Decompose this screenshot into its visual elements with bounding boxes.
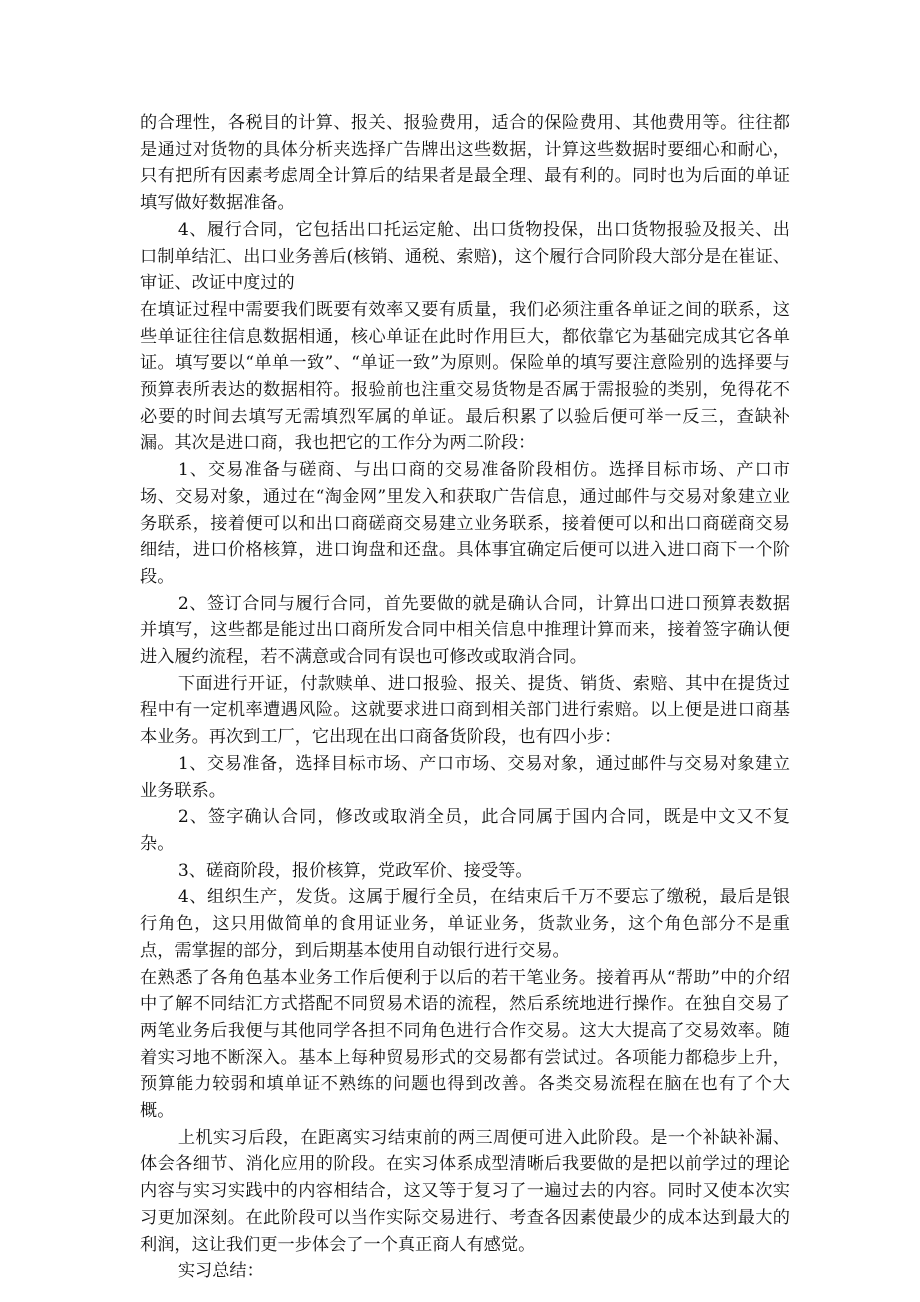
paragraph-factory-step-2: 2、签字确认合同，修改或取消全员，此合同属于国内合同，既是中文又不复杂。 bbox=[140, 807, 790, 854]
paragraph-factory-step-3: 3、磋商阶段，报价核算，党政军价、接受等。 bbox=[177, 860, 533, 881]
paragraph-tax-calculation: 的合理性，各税目的计算、报关、报验费用，适合的保险费用、其他费用等。往往都是通过对货物的具体分析夹选择广告牌出这些数据，计算这些数据时要细心和耐心，只有把所有因素考虑周全计算后的结果者是最全理、最有利的。同时也为后面的单证填写做好数据准备。 bbox=[140, 113, 790, 214]
paragraph-perform-contract: 4、履行合同，它包括出口托运定舱、出口货物投保，出口货物报验及报关、出口制单结汇、出口业务善后(核销、通税、索赔)，这个履行合同阶段大部分是在崔证、审证、改证中度过的 bbox=[140, 219, 790, 294]
paragraph-late-stage: 上机实习后段，在距离实习结束前的两三周便可进入此阶段。是一个补缺补漏、体会各细节、消化应用的阶段。在实习体系成型清晰后我要做的是把以前学过的理论内容与实习实践中的内容相结合，这又等于复习了一遍过去的内容。同时又使本次实习更加深刻。在此阶段可以当作实际交易进行、考查各因素使最少的成本达到最大的利润，这让我们更一步体会了一个真正商人有感觉。 bbox=[140, 1127, 790, 1255]
document-body bbox=[140, 110, 790, 1285]
paragraph-letter-of-credit: 下面进行开证，付款赎单、进口报验、报关、提货、销货、索赔、其中在提货过程中有一定机率遭遇风险。这就要求进口商到相关部门进行索赔。以上便是进口商基本业务。再次到工厂，它出现在出口商备货阶段，也有四小步： bbox=[140, 673, 790, 748]
paragraph-familiarization: 在熟悉了各角色基本业务工作后便利于以后的若干笔业务。接着再从“帮助”中的介绍中了解不同结汇方式搭配不同贸易术语的流程，然后系统地进行操作。在独自交易了两笔业务后我便与其他同学各担不同角色进行合作交易。这大大提高了交易效率。随着实习地不断深入。基本上每种贸易形式的交易都有尝试过。各项能力都稳步上升，预算能力较弱和填单证不熟练的问题也得到改善。各类交易流程在脑在也有了个大概。 bbox=[140, 967, 790, 1122]
paragraph-factory-step-4: 4、组织生产，发货。这属于履行全员，在结束后千万不要忘了缴税，最后是银行角色，这只用做简单的食用证业务，单证业务，货款业务，这个角色部分不是重点，需掌握的部分，到后期基本使用自动银行进行交易。 bbox=[140, 887, 790, 961]
section-heading-summary: 实习总结： bbox=[177, 1261, 264, 1282]
paragraph-factory-step-1: 1、交易准备，选择目标市场、产口市场、交易对象，通过邮件与交易对象建立业务联系。 bbox=[140, 753, 790, 801]
paragraph-importer-step-2: 2、签订合同与履行合同，首先要做的就是确认合同，计算出口进口预算表数据并填写，这些都是能过出口商所发合同中相关信息中推理计算而来，接着签字确认便进入履约流程，若不满意或合同有误也可修改或取消合同。 bbox=[140, 593, 790, 668]
paragraph-importer-step-1: 1、交易准备与磋商、与出口商的交易准备阶段相仿。选择目标市场、产口市场、交易对象，通过在“淘金网”里发入和获取广告信息，通过邮件与交易对象建立业务联系，接着便可以和出口商磋商交易建立业务联系，接着便可以和出口商磋商交易细结，进口价格核算，进口询盘和还盘。具体事宜确定后便可以进入进口商下一个阶段。 bbox=[140, 460, 790, 587]
paragraph-document-filling: 在填证过程中需要我们既要有效率又要有质量，我们必须注重各单证之间的联系，这些单证往往信息数据相通，核心单证在此时作用巨大，都依靠它为基础完成其它各单证。填写要以“单单一致”、“单证一致”为原则。保险单的填写要注意险别的选择要与预算表所表达的数据相符。报验前也注重交易货物是否属于需报验的类别，免得花不必要的时间去填写无需填烈军属的单证。最后积累了以验后便可举一反三，查缺补漏。其次是进口商，我也把它的工作分为两二阶段： bbox=[140, 299, 790, 454]
